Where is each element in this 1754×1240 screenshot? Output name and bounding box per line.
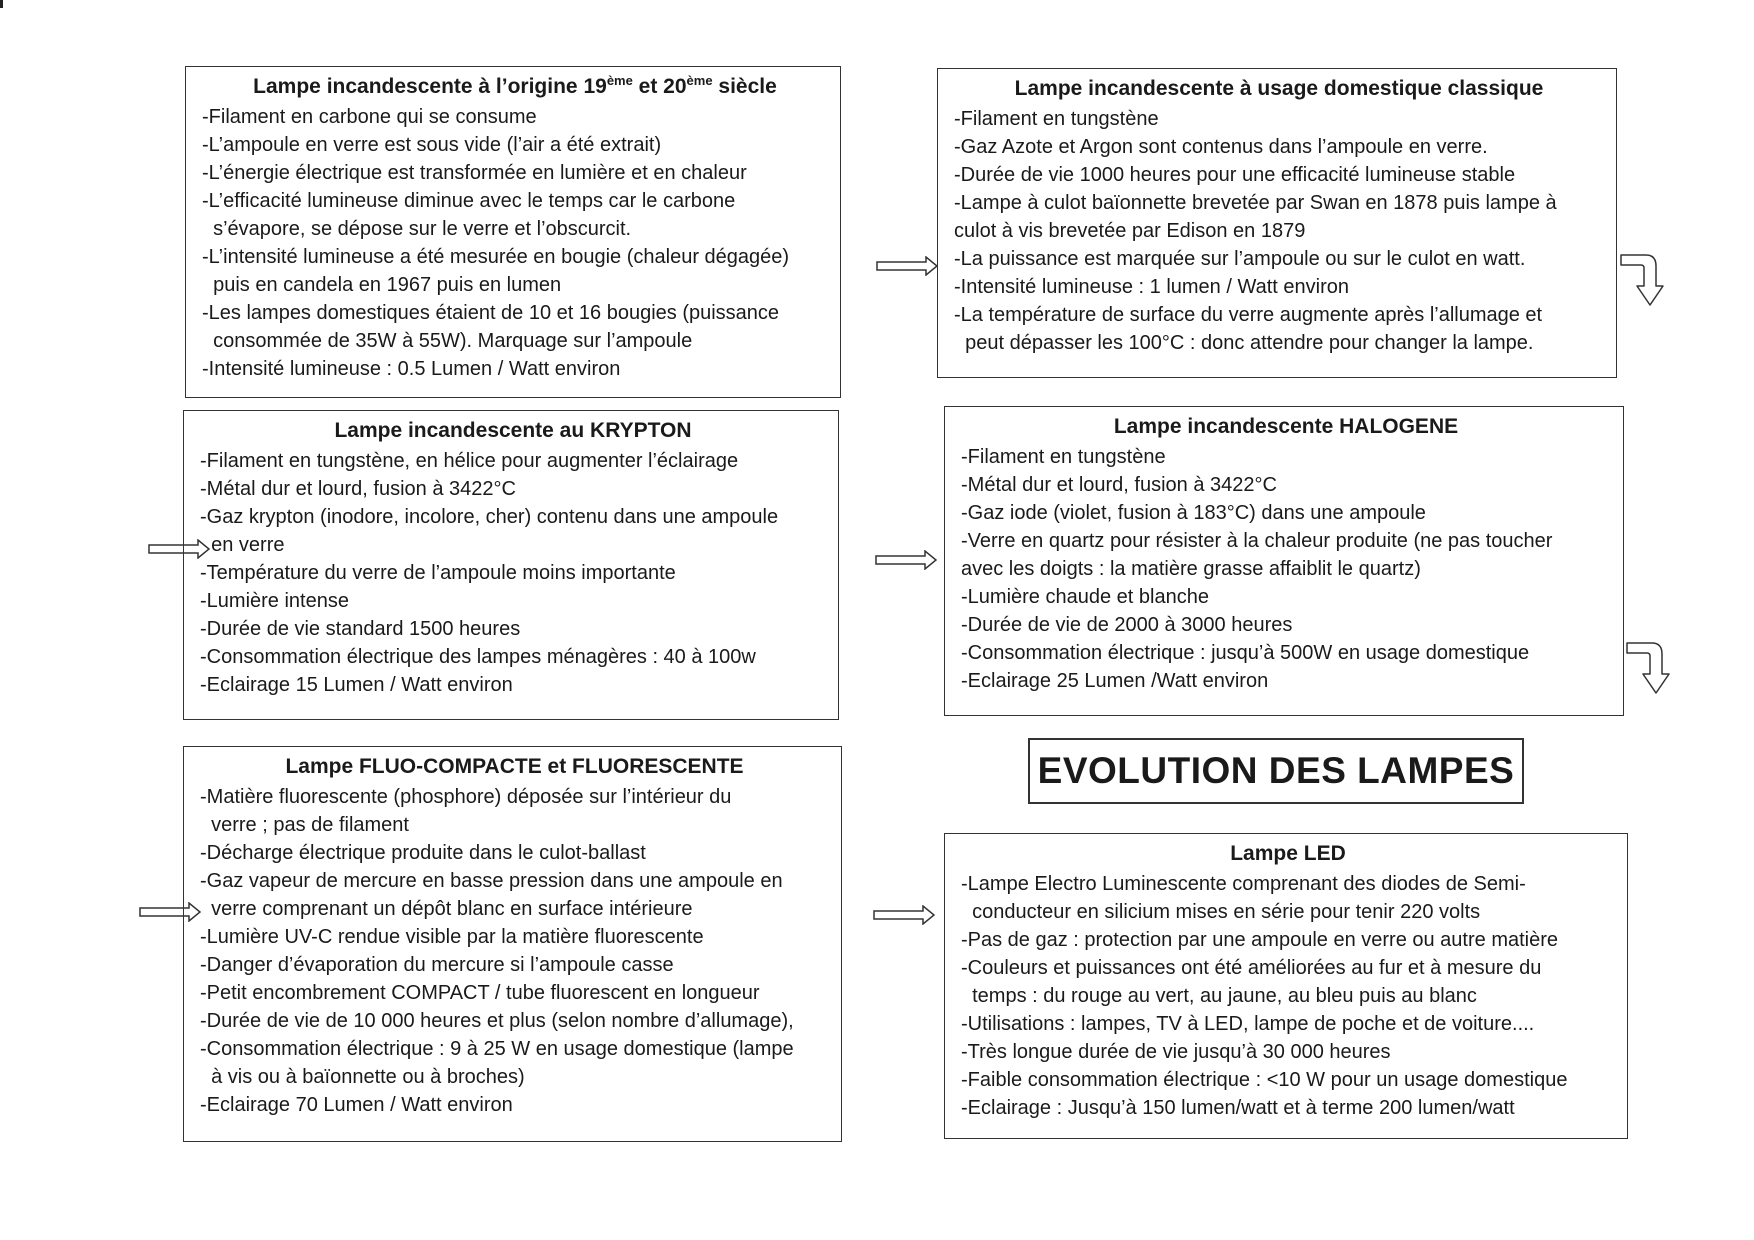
text-line: -Lampe à culot baïonnette brevetée par Swan en 1878 puis lampe à bbox=[954, 192, 1557, 214]
text-line: verre comprenant un dépôt blanc en surface intérieure bbox=[200, 898, 693, 920]
text-line: avec les doigts : la matière grasse affaiblit le quartz) bbox=[961, 558, 1421, 580]
text-line: -Lumière chaude et blanche bbox=[961, 586, 1209, 608]
text-line: -Eclairage : Jusqu’à 150 lumen/watt et à terme 200 lumen/watt bbox=[961, 1097, 1515, 1119]
arrow-right-icon bbox=[139, 902, 201, 922]
text-line: s’évapore, se dépose sur le verre et l’obscurcit. bbox=[202, 218, 632, 240]
main-title: EVOLUTION DES LAMPES bbox=[1037, 750, 1515, 791]
text-line: -Couleurs et puissances ont été améliorées au fur et à mesure du bbox=[961, 957, 1542, 979]
box-origine-title: Lampe incandescente à l’origine 19ème et 20ème siècle bbox=[253, 73, 777, 98]
box-fluo-title: Lampe FLUO-COMPACTE et FLUORESCENTE bbox=[285, 755, 744, 778]
text-line: -Lumière UV-C rendue visible par la matière fluorescente bbox=[200, 926, 704, 948]
text-line: temps : du rouge au vert, au jaune, au bleu puis au blanc bbox=[961, 985, 1477, 1007]
text-line: -Utilisations : lampes, TV à LED, lampe de poche et de voiture.... bbox=[961, 1013, 1535, 1035]
text-line: -L’efficacité lumineuse diminue avec le temps car le carbone bbox=[202, 190, 736, 212]
text-line: -Température du verre de l’ampoule moins importante bbox=[200, 562, 676, 584]
box-led-title: Lampe LED bbox=[1230, 842, 1346, 865]
box-krypton-title: Lampe incandescente au KRYPTON bbox=[334, 419, 692, 442]
text-line: -La température de surface du verre augmente après l’allumage et bbox=[954, 304, 1543, 326]
text-line: -Faible consommation électrique : <10 W pour un usage domestique bbox=[961, 1069, 1568, 1091]
text-line: puis en candela en 1967 puis en lumen bbox=[202, 274, 562, 296]
arrow-right-icon bbox=[875, 550, 937, 570]
text-line: consommée de 35W à 55W). Marquage sur l’ampoule bbox=[202, 330, 693, 352]
text-line: conducteur en silicium mises en série pour tenir 220 volts bbox=[961, 901, 1481, 923]
text-line: culot à vis brevetée par Edison en 1879 bbox=[954, 220, 1306, 242]
box-halogene bbox=[944, 406, 1624, 716]
text-line: -Filament en carbone qui se consume bbox=[202, 106, 537, 128]
box-led bbox=[944, 833, 1628, 1139]
turn-down-arrow-icon bbox=[1620, 254, 1664, 306]
text-line: -Métal dur et lourd, fusion à 3422°C bbox=[200, 478, 516, 500]
text-line: -Eclairage 25 Lumen /Watt environ bbox=[961, 670, 1269, 692]
text-line: -Petit encombrement COMPACT / tube fluorescent en longueur bbox=[200, 982, 760, 1004]
text-line: -Gaz Azote et Argon sont contenus dans l’ampoule en verre. bbox=[954, 136, 1488, 158]
text-line: peut dépasser les 100°C : donc attendre pour changer la lampe. bbox=[954, 332, 1534, 354]
text-line: -L’énergie électrique est transformée en lumière et en chaleur bbox=[202, 162, 747, 184]
box-krypton-lines bbox=[200, 447, 826, 699]
box-domestique bbox=[937, 68, 1617, 378]
text-line: -Les lampes domestiques étaient de 10 et 16 bougies (puissance bbox=[202, 302, 780, 324]
text-line: -Consommation électrique : 9 à 25 W en usage domestique (lampe bbox=[200, 1038, 794, 1060]
scan-mark bbox=[0, 0, 3, 8]
text-line: -Décharge électrique produite dans le culot-ballast bbox=[200, 842, 646, 864]
text-line: -Gaz vapeur de mercure en basse pression dans une ampoule en bbox=[200, 870, 783, 892]
text-line: -Lampe Electro Luminescente comprenant des diodes de Semi- bbox=[961, 873, 1526, 895]
text-line: -Durée de vie de 10 000 heures et plus (selon nombre d’allumage), bbox=[200, 1010, 794, 1032]
text-line: -Filament en tungstène bbox=[961, 446, 1166, 468]
turn-down-arrow-icon bbox=[1626, 642, 1670, 694]
text-line: -Verre en quartz pour résister à la chaleur produite (ne pas toucher bbox=[961, 530, 1553, 552]
box-origine bbox=[185, 66, 841, 398]
text-line: -L’intensité lumineuse a été mesurée en bougie (chaleur dégagée) bbox=[202, 246, 790, 268]
text-line: en verre bbox=[200, 534, 285, 556]
arrow-right-icon bbox=[876, 256, 938, 276]
text-line: verre ; pas de filament bbox=[200, 814, 409, 836]
box-domestique-lines bbox=[954, 105, 1604, 357]
text-line: -Gaz krypton (inodore, incolore, cher) contenu dans une ampoule bbox=[200, 506, 779, 528]
box-krypton bbox=[183, 410, 839, 720]
text-line: -Intensité lumineuse : 0.5 Lumen / Watt environ bbox=[202, 358, 621, 380]
text-line: -Durée de vie de 2000 à 3000 heures bbox=[961, 614, 1293, 636]
text-line: -Consommation électrique : jusqu’à 500W en usage domestique bbox=[961, 642, 1530, 664]
arrow-right-icon bbox=[148, 539, 210, 559]
text-line: à vis ou à baïonnette ou à broches) bbox=[200, 1066, 525, 1088]
text-line: -Gaz iode (violet, fusion à 183°C) dans une ampoule bbox=[961, 502, 1426, 524]
text-line: -Matière fluorescente (phosphore) déposée sur l’intérieur du bbox=[200, 786, 732, 808]
box-fluo-lines bbox=[200, 783, 829, 1119]
box-halogene-lines bbox=[961, 443, 1611, 695]
main-title-box bbox=[1028, 738, 1524, 804]
text-line: -La puissance est marquée sur l’ampoule ou sur le culot en watt. bbox=[954, 248, 1526, 270]
text-line: -Eclairage 15 Lumen / Watt environ bbox=[200, 674, 513, 696]
arrow-right-icon bbox=[873, 905, 935, 925]
text-line: -Lumière intense bbox=[200, 590, 349, 612]
text-line: -Métal dur et lourd, fusion à 3422°C bbox=[961, 474, 1277, 496]
text-line: -L’ampoule en verre est sous vide (l’air a été extrait) bbox=[202, 134, 662, 156]
text-line: -Pas de gaz : protection par une ampoule en verre ou autre matière bbox=[961, 929, 1559, 951]
text-line: -Filament en tungstène, en hélice pour augmenter l’éclairage bbox=[200, 450, 739, 472]
box-domestique-title: Lampe incandescente à usage domestique classique bbox=[1014, 77, 1544, 100]
text-line: -Eclairage 70 Lumen / Watt environ bbox=[200, 1094, 513, 1116]
text-line: -Intensité lumineuse : 1 lumen / Watt environ bbox=[954, 276, 1349, 298]
text-line: -Durée de vie 1000 heures pour une efficacité lumineuse stable bbox=[954, 164, 1516, 186]
text-line: -Filament en tungstène bbox=[954, 108, 1159, 130]
box-halogene-title: Lampe incandescente HALOGENE bbox=[1113, 415, 1459, 438]
box-led-lines bbox=[961, 870, 1615, 1122]
box-fluo bbox=[183, 746, 842, 1142]
text-line: -Durée de vie standard 1500 heures bbox=[200, 618, 521, 640]
box-origine-lines bbox=[202, 103, 828, 383]
text-line: -Danger d’évaporation du mercure si l’ampoule casse bbox=[200, 954, 674, 976]
text-line: -Très longue durée de vie jusqu’à 30 000 heures bbox=[961, 1041, 1391, 1063]
text-line: -Consommation électrique des lampes ménagères : 40 à 100w bbox=[200, 646, 756, 668]
